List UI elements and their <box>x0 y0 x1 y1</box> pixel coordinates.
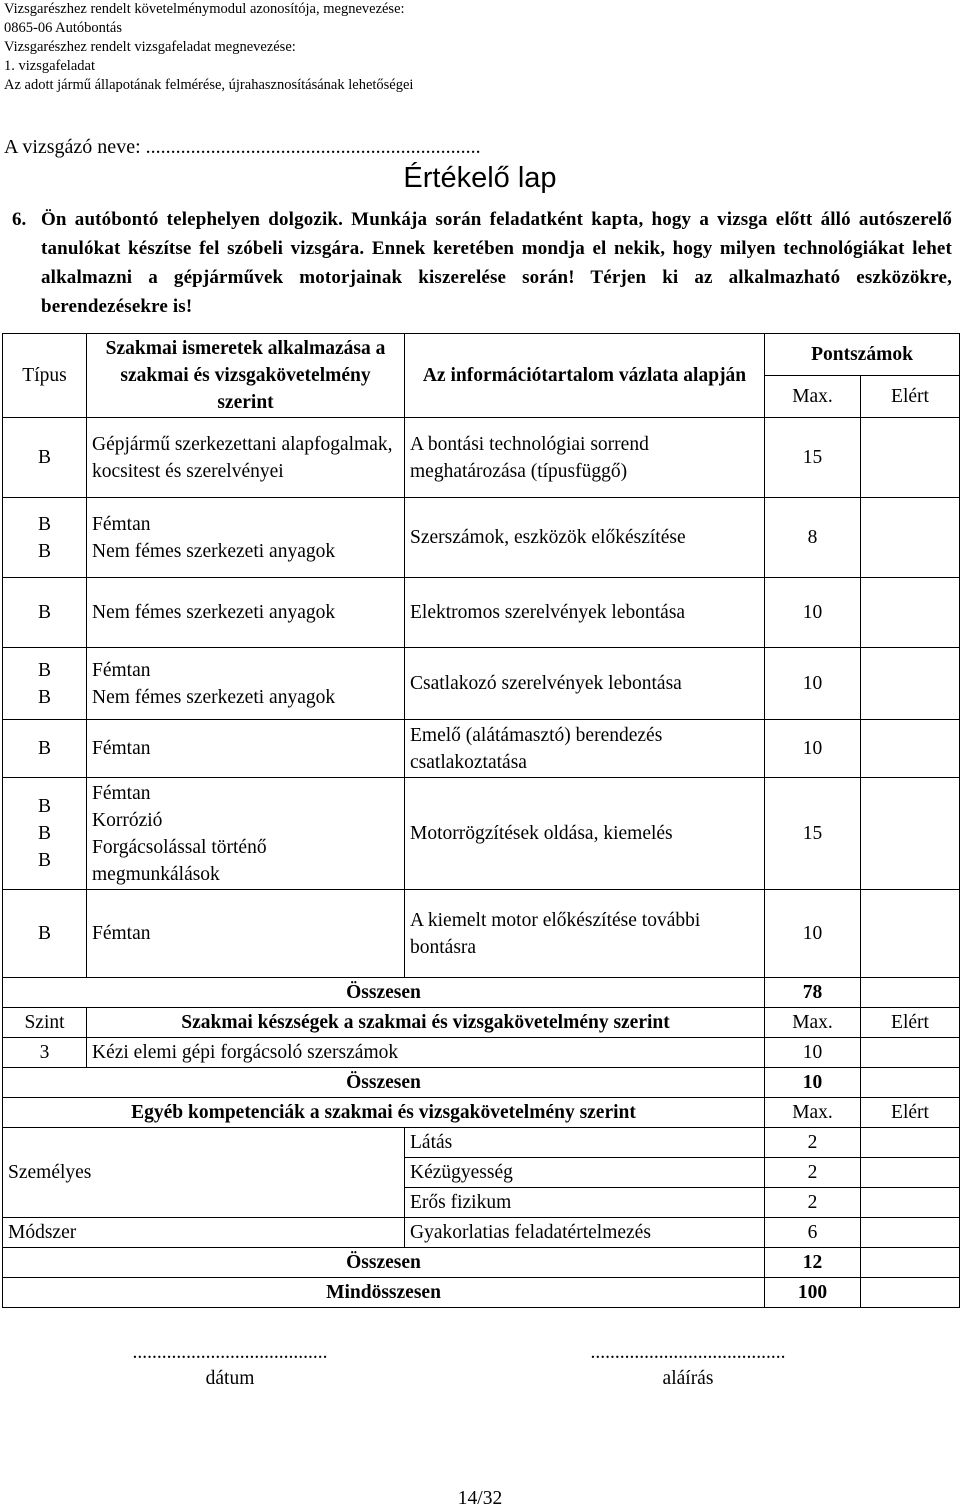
row-type: B B <box>3 648 87 720</box>
competency-max: 2 <box>765 1128 861 1158</box>
row-type: B <box>3 720 87 778</box>
table-row <box>3 648 960 720</box>
subtotal-achieved[interactable] <box>861 1248 960 1278</box>
row-content: Motorrögzítések oldása, kiemelés <box>405 778 765 890</box>
subtotal-value: 12 <box>765 1248 861 1278</box>
row-type: B <box>3 890 87 978</box>
header-module-value: 0865-06 Autóbontás <box>4 20 123 36</box>
row-max: 15 <box>765 418 861 498</box>
competency-achieved[interactable] <box>861 1218 960 1248</box>
row-knowledge: Fémtan <box>87 890 405 978</box>
competency-achieved[interactable] <box>861 1128 960 1158</box>
signature-label: aláírás <box>662 1368 714 1389</box>
competency-row <box>3 1128 960 1158</box>
competency-achieved[interactable] <box>861 1188 960 1218</box>
competency-name: Kézügyesség <box>405 1158 765 1188</box>
row-content: Emelő (alátámasztó) berendezés csatlakoztatása <box>405 720 765 778</box>
row-knowledge: Nem fémes szerkezeti anyagok <box>87 578 405 648</box>
row-achieved[interactable] <box>861 778 960 890</box>
col-header-points: Pontszámok <box>765 334 960 376</box>
competency-name: Erős fizikum <box>405 1188 765 1218</box>
subtotal-achieved[interactable] <box>861 1068 960 1098</box>
row-knowledge: Fémtan Nem fémes szerkezeti anyagok <box>87 648 405 720</box>
competency-group-method: Módszer <box>3 1218 405 1248</box>
competency-group-personal: Személyes <box>3 1128 405 1218</box>
row-max: 10 <box>765 890 861 978</box>
date-label: dátum <box>205 1368 255 1389</box>
skills-header-row <box>3 1008 960 1038</box>
row-knowledge: Fémtan Korrózió Forgácsolással történő megmunkálások <box>87 778 405 890</box>
subtotal-label: Összesen <box>3 1068 765 1098</box>
grand-total-value: 100 <box>765 1278 861 1308</box>
skills-level-header: Szint <box>3 1008 87 1038</box>
skills-text: Kézi elemi gépi forgácsoló szerszámok <box>87 1038 765 1068</box>
competency-max: 6 <box>765 1218 861 1248</box>
header-module-label: Vizsgarészhez rendelt követelménymodul azonosítója, megnevezése: <box>4 1 405 17</box>
competency-title: Egyéb kompetenciák a szakmai és vizsgakövetelmény szerint <box>3 1098 765 1128</box>
competency-max: 2 <box>765 1188 861 1218</box>
skills-title: Szakmai készségek a szakmai és vizsgakövetelmény szerint <box>87 1008 765 1038</box>
row-achieved[interactable] <box>861 578 960 648</box>
row-max: 15 <box>765 778 861 890</box>
header-task-title: Az adott jármű állapotának felmérése, újrahasznosításának lehetőségei <box>4 77 414 93</box>
subtotal-label: Összesen <box>3 978 765 1008</box>
col-header-max: Max. <box>765 376 861 418</box>
competency-row <box>3 1218 960 1248</box>
row-type: B <box>3 418 87 498</box>
subtotal-row <box>3 1248 960 1278</box>
row-type: B B <box>3 498 87 578</box>
competency-header-row <box>3 1098 960 1128</box>
row-achieved[interactable] <box>861 720 960 778</box>
task-number: 6. <box>12 209 27 230</box>
competency-max: 2 <box>765 1158 861 1188</box>
skills-max: 10 <box>765 1038 861 1068</box>
row-achieved[interactable] <box>861 418 960 498</box>
signature-block <box>548 1340 828 1392</box>
table-row <box>3 890 960 978</box>
page-header <box>4 0 413 95</box>
subtotal-row <box>3 1068 960 1098</box>
grand-total-achieved[interactable] <box>861 1278 960 1308</box>
evaluation-table <box>2 333 960 1308</box>
subtotal-value: 10 <box>765 1068 861 1098</box>
date-dots: ........................................ <box>132 1342 328 1363</box>
row-max: 10 <box>765 648 861 720</box>
competency-name: Gyakorlatias feladatértelmezés <box>405 1218 765 1248</box>
row-max: 8 <box>765 498 861 578</box>
col-header-type: Típus <box>3 334 87 418</box>
header-task-label: Vizsgarészhez rendelt vizsgafeladat megnevezése: <box>4 39 296 55</box>
row-type: B <box>3 578 87 648</box>
row-content: Elektromos szerelvények lebontása <box>405 578 765 648</box>
skills-achieved-header: Elért <box>861 1008 960 1038</box>
grand-total-row <box>3 1278 960 1308</box>
row-knowledge: Gépjármű szerkezettani alapfogalmak, kocsitest és szerelvényei <box>87 418 405 498</box>
col-header-content: Az információtartalom vázlata alapján <box>405 334 765 418</box>
table-header-row-1 <box>3 334 960 376</box>
row-max: 10 <box>765 578 861 648</box>
row-achieved[interactable] <box>861 890 960 978</box>
examinee-name-line: A vizsgázó neve: ................................................................... <box>4 136 481 158</box>
competency-max-header: Max. <box>765 1098 861 1128</box>
row-type: B B B <box>3 778 87 890</box>
signature-dots: ........................................ <box>590 1342 786 1363</box>
col-header-achieved: Elért <box>861 376 960 418</box>
subtotal-label: Összesen <box>3 1248 765 1278</box>
task-description <box>12 205 952 321</box>
competency-achieved-header: Elért <box>861 1098 960 1128</box>
row-max: 10 <box>765 720 861 778</box>
skills-achieved[interactable] <box>861 1038 960 1068</box>
table-row <box>3 578 960 648</box>
table-row <box>3 720 960 778</box>
row-content: Csatlakozó szerelvények lebontása <box>405 648 765 720</box>
row-content: A bontási technológiai sorrend meghatározása (típusfüggő) <box>405 418 765 498</box>
page-title: Értékelő lap <box>403 162 557 194</box>
subtotal-row <box>3 978 960 1008</box>
row-knowledge: Fémtan Nem fémes szerkezeti anyagok <box>87 498 405 578</box>
subtotal-achieved[interactable] <box>861 978 960 1008</box>
skills-row <box>3 1038 960 1068</box>
competency-name: Látás <box>405 1128 765 1158</box>
table-row <box>3 418 960 498</box>
competency-achieved[interactable] <box>861 1158 960 1188</box>
subtotal-value: 78 <box>765 978 861 1008</box>
row-knowledge: Fémtan <box>87 720 405 778</box>
col-header-knowledge: Szakmai ismeretek alkalmazása a szakmai és vizsgakövetelmény szerint <box>87 334 405 418</box>
row-achieved[interactable] <box>861 648 960 720</box>
table-row <box>3 498 960 578</box>
grand-total-label: Mindösszesen <box>3 1278 765 1308</box>
header-task-number: 1. vizsgafeladat <box>4 58 95 74</box>
row-content: A kiemelt motor előkészítése további bontásra <box>405 890 765 978</box>
date-signature-block <box>90 1340 370 1392</box>
skills-max-header: Max. <box>765 1008 861 1038</box>
table-row <box>3 778 960 890</box>
skills-level: 3 <box>3 1038 87 1068</box>
row-content: Szerszámok, eszközök előkészítése <box>405 498 765 578</box>
task-text: Ön autóbontó telephelyen dolgozik. Munkája során feladatként kapta, hogy a vizsga előtt álló autószerelő tanulókat készítse fel szóbeli vizsgára. Ennek keretében mondja el nekik, hogy milyen technológiákat lehet alkalmazni a gépjárművek motorjainak kiszerelése során! Térjen ki az alkalmazható eszközökre, berendezésekre is! <box>41 209 952 317</box>
row-achieved[interactable] <box>861 498 960 578</box>
page-number: 14/32 <box>457 1488 503 1509</box>
